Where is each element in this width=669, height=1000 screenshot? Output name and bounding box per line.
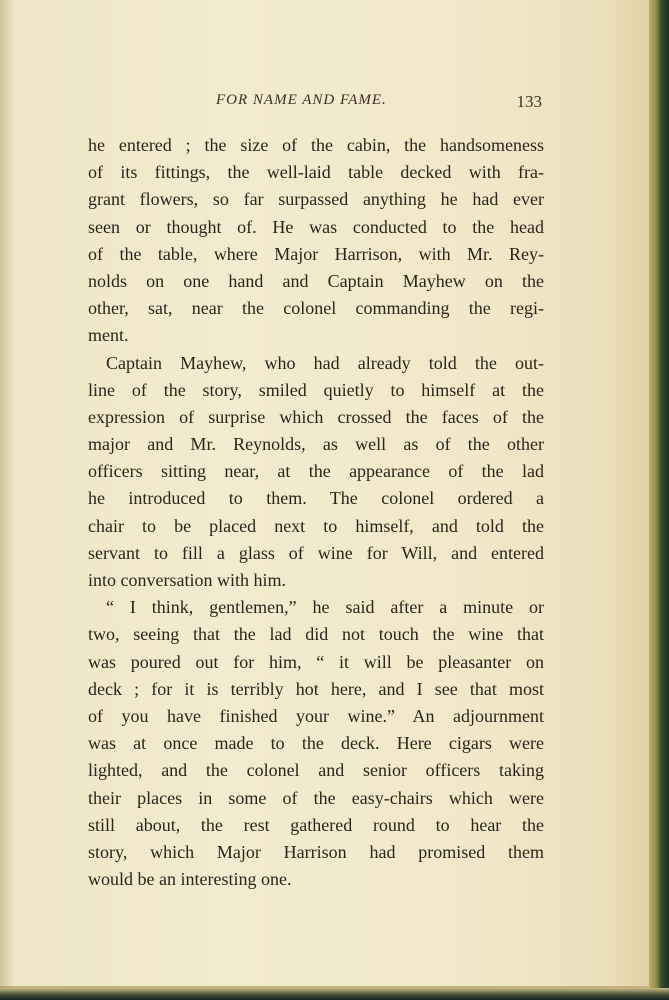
text-line: into conversation with him. <box>88 570 286 590</box>
text-line: line of the story, smiled quietly to himself at the <box>88 379 544 400</box>
text-line: deck ; for it is terribly hot here, and I see that most <box>88 678 544 699</box>
text-line: of its fittings, the well-laid table decked with fra- <box>88 162 544 183</box>
text-line: other, sat, near the colonel commanding the regi- <box>88 298 544 319</box>
text-line: would be an interesting one. <box>88 869 292 890</box>
text-line: of you have finished your wine.” An adjournment <box>88 705 544 726</box>
text-line: nolds on one hand and Captain Mayhew on the <box>88 270 544 291</box>
body-text <box>88 132 544 893</box>
page-number: 133 <box>516 92 542 111</box>
text-line: two, seeing that the lad did not touch the wine that <box>88 624 544 645</box>
book-cover-edge <box>651 0 669 1000</box>
spine-shadow <box>0 0 14 988</box>
text-line: was at once made to the deck. Here cigars were <box>88 733 544 754</box>
text-line: grant flowers, so far surpassed anything he had ever <box>88 189 544 210</box>
text-line: of the table, where Major Harrison, with Mr. Rey- <box>88 243 544 264</box>
text-line: he entered ; the size of the cabin, the handsomeness <box>88 135 544 155</box>
text-line: Captain Mayhew, who had already told the out- <box>106 352 544 373</box>
running-title: FOR NAME AND FAME. <box>216 92 387 108</box>
text-line: seen or thought of. He was conducted to the head <box>88 216 544 237</box>
book-bottom-edge <box>0 988 669 1000</box>
text-line: chair to be placed next to himself, and told the <box>88 515 544 536</box>
text-line: officers sitting near, at the appearance of the lad <box>88 461 544 482</box>
text-line: servant to fill a glass of wine for Will, and entered <box>88 542 544 563</box>
text-line: expression of surprise which crossed the faces of the <box>88 406 544 427</box>
text-line: lighted, and the colonel and senior officers taking <box>88 760 544 781</box>
text-line: he introduced to them. The colonel ordered a <box>88 488 544 509</box>
text-line: story, which Major Harrison had promised them <box>88 841 544 862</box>
text-line: major and Mr. Reynolds, as well as of the other <box>88 434 544 455</box>
text-line: “ I think, gentlemen,” he said after a minute or <box>106 597 544 618</box>
text-line: still about, the rest gathered round to hear the <box>88 814 544 835</box>
text-line: was poured out for him, “ it will be pleasanter on <box>88 651 544 672</box>
text-line: ment. <box>88 325 129 346</box>
running-head <box>88 92 544 116</box>
text-line: their places in some of the easy-chairs which were <box>88 787 544 808</box>
